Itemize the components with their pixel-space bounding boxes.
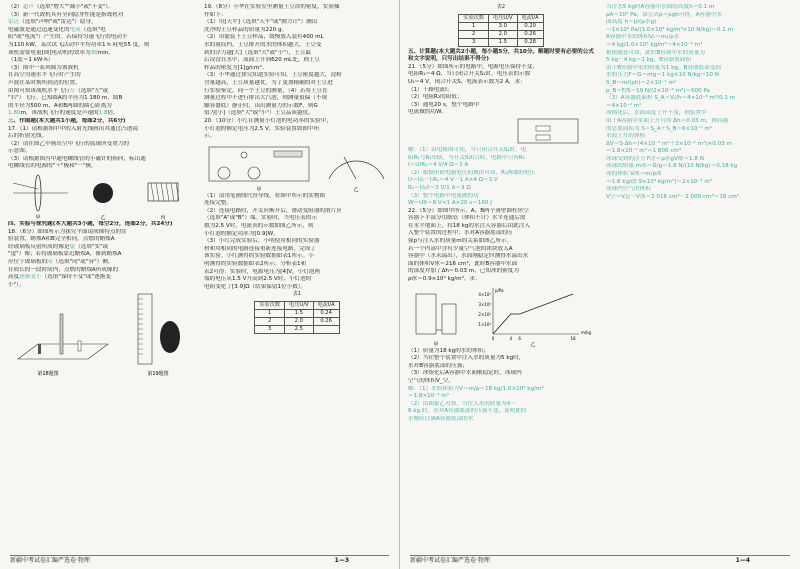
table-cell: 0.24 bbox=[313, 310, 339, 318]
text-line: （3）A容器底面积 S_A＝V₁/h＝4×10⁻³ m³/0.1 m bbox=[606, 95, 736, 102]
coil-turn bbox=[156, 183, 159, 201]
text-line: （2）根据串联电路电压的规律可知，R₂两端的电压 bbox=[408, 169, 536, 176]
rheostat bbox=[274, 151, 302, 157]
x-tick-label: 6 bbox=[518, 335, 521, 341]
text-line bbox=[8, 72, 194, 80]
text-line: U₁＝4 V，闭合开关S，电流表示数为2 A，求： bbox=[408, 78, 526, 85]
y-tick-label: 3×10³ bbox=[478, 301, 491, 307]
section-heading: 五、计算题(本大题共2小题，每小题5分，共10分。解题时要有必要的公式和文字说明，只写出结果不得分) bbox=[408, 48, 594, 63]
text-line: R₂＝U₂/I＝3 V/1 A＝3 Ω bbox=[408, 184, 471, 191]
text-line: （2）用能装下土豆样品，缓慢放入装有400 mL bbox=[204, 34, 324, 41]
ammeter bbox=[218, 167, 230, 179]
text: 18.（6分）如图所示为探究平面镜成像特点的实 bbox=[8, 228, 127, 235]
text-line: A容器中水的体积V₁＝m₁/ρ水 bbox=[606, 34, 680, 41]
text: 为110 kW，某次试飞活动中平均功率1 h 耗电55 度，则 bbox=[8, 41, 150, 48]
text-line: 解：（1）由电路图可知，当只闭合开关S₁时，电 bbox=[408, 146, 527, 153]
text-line: 电流做的功W。 bbox=[408, 109, 448, 116]
text-line bbox=[8, 34, 194, 42]
table-cell: 1.5 bbox=[285, 310, 313, 318]
text-line: 当注水5 kg时A容器中水面的高度h＝0.1 m bbox=[606, 4, 715, 10]
text: 在较长的一段时间内，点燃的蜡烛A所成像的 bbox=[8, 266, 119, 273]
text: （选填"实"或 bbox=[75, 243, 109, 250]
table-cell: 3 bbox=[459, 38, 489, 46]
caption-18: 第18题图 bbox=[37, 371, 59, 378]
figure-label: 乙 bbox=[353, 186, 359, 193]
table-header: 实验次数 bbox=[255, 302, 285, 310]
text: 高度 bbox=[8, 274, 20, 281]
text-line: 17.（1）请根据图甲中的入射光线画出其通过凸透镜 bbox=[8, 125, 138, 132]
text-line: 含量越高，土豆质量越优。为了更加精确的对土豆进 bbox=[204, 79, 333, 86]
x-tick-label: 4 bbox=[509, 335, 513, 341]
text: （3）图中一系列圆为该战机 bbox=[8, 64, 79, 71]
text-line: 水的压力F＝G＝mg＝1 kg×10 N/kg＝10 N bbox=[606, 72, 719, 79]
answer: 电流 bbox=[69, 26, 81, 33]
text-line: 小灯泡的额定功率为[0.9]W。 bbox=[204, 230, 279, 237]
text-line: 水面上升的体积 bbox=[606, 133, 646, 140]
text-line: 水对B容器底部的压强； bbox=[408, 362, 468, 369]
answer: 1.80 bbox=[8, 110, 21, 117]
text-line: U＝U₁－I·R₁＝4 V－1 A×4 Ω＝3 V bbox=[408, 177, 498, 184]
answer: 超声 bbox=[22, 4, 34, 10]
text: 声波在某时刻所到达的位置， bbox=[8, 79, 81, 86]
data-table bbox=[254, 301, 339, 334]
text-line bbox=[8, 65, 194, 73]
x-tick-label: 0 bbox=[491, 335, 495, 341]
text-line: ρ冰＝0.9×10³ kg/m³。求： bbox=[408, 276, 481, 283]
coil-turn bbox=[151, 183, 154, 201]
table-cell: 1 bbox=[255, 310, 285, 318]
glass-plate bbox=[60, 314, 63, 354]
table-cell: 3 bbox=[255, 326, 285, 334]
text-line bbox=[8, 88, 194, 96]
text-line: I＝U/R₁＝4 V/4 Ω＝1 A bbox=[408, 162, 469, 169]
answer: 虚 bbox=[69, 243, 76, 250]
text-line: ＝1×10³ Pa/(1.0×10³ kg/m³×10 N/kg)＝0.1 m bbox=[606, 26, 734, 33]
text-line: 容器中（水未溢出），水面刚稳定时测得水溢出水 bbox=[408, 253, 529, 260]
coil-turn bbox=[166, 183, 169, 201]
left-column-2 bbox=[204, 4, 390, 336]
text-line: ＝4×10⁻² m² bbox=[606, 102, 642, 109]
text: （3）新一代战机具有全向隐身性能是指战机对 bbox=[8, 11, 124, 18]
text-line: 5 kg－4 kg＝1 kg，B容器底面积 bbox=[606, 57, 691, 64]
text: 应位于玻璃板的 bbox=[8, 259, 48, 266]
text-line: 后的折射光线。 bbox=[8, 133, 48, 140]
figure-label: 乙 bbox=[530, 341, 536, 348]
text-line: （3）请根据图丙中通电螺线管的小磁针的指向，标出通 bbox=[8, 155, 146, 162]
text-line: 触容器底）静止时，读出测量力的示数F，则G bbox=[204, 102, 318, 109]
text-line: （1）用[天平]（选填"天平"或"测力计"）测出 bbox=[204, 19, 318, 26]
table-row bbox=[459, 38, 543, 46]
section-heading: 三、作图题(本大题共1小题，每图2分，共6分) bbox=[8, 117, 126, 124]
text-line: ΔV＝S·Δh＝(4×10⁻² m²＋2×10⁻² m²)×0.03 m bbox=[606, 140, 732, 147]
answer: 30 bbox=[90, 49, 98, 56]
text: 倍。 bbox=[107, 110, 119, 117]
text-line: 连接完整。 bbox=[204, 200, 232, 207]
text-line bbox=[8, 229, 194, 237]
voltmeter bbox=[248, 167, 260, 179]
text-line: 的总底面积为 S＝S_A＋S_B＝6×10⁻² m² bbox=[606, 125, 713, 132]
text-line bbox=[8, 244, 194, 252]
text-line: 到的浮力越[大]（选填"大"或"小"），土豆最 bbox=[204, 49, 311, 56]
basketball bbox=[93, 183, 113, 203]
text-line: pA＝10³ Pa，由公式p＝ρgh可得，A容器中水 bbox=[606, 11, 722, 18]
container-A bbox=[416, 294, 436, 334]
table-row bbox=[255, 310, 339, 318]
text-line: 测量过程中不进行排出大汽泡，则测量值偏（不规 bbox=[204, 95, 328, 102]
table-caption: 表2 bbox=[496, 4, 506, 10]
text-line: V空＝V总－V冰＝2 016 cm³－2 000 cm³＝16 cm³ bbox=[606, 193, 740, 200]
text-line: （3）整个电路中电流做的功 bbox=[408, 192, 479, 199]
text-line: 值为[小]（选填"大"或"小"）土豆品质越优。 bbox=[204, 110, 314, 117]
text: （选填"电 bbox=[80, 26, 106, 33]
answer: 左 bbox=[69, 87, 76, 94]
text-line bbox=[8, 110, 194, 118]
text: 验装置，蜡烛A和B完全相同。点燃的蜡烛A bbox=[8, 236, 115, 243]
text-line: （2）请在图乙中画出空中飞行的篮球所受重力的 bbox=[8, 140, 130, 147]
text-line: 示。 bbox=[204, 133, 216, 140]
candle-A bbox=[38, 344, 41, 354]
text-line: 冰球的质量 m冰＝G/g＝1.8 N/(10 N/kg)＝0.18 kg bbox=[606, 163, 738, 170]
text-line: S_B＝m/(ρh)＝2×10⁻² m² bbox=[606, 79, 677, 86]
pressure-line bbox=[493, 294, 573, 334]
text: 由图可知该战机水平飞行 bbox=[8, 87, 70, 94]
text-line: 行实验鉴定，同一个土豆的测量，（4）若将土豆在 bbox=[204, 87, 328, 94]
table-row bbox=[459, 30, 543, 38]
lamp bbox=[241, 152, 247, 158]
text-line: 表2可得：实验时，电源电压为[4]V，小灯泡两 bbox=[204, 268, 320, 275]
text-line: （1）干路电流I； bbox=[408, 86, 453, 93]
text-line bbox=[8, 274, 194, 282]
text-line: 若一个内部中含有少量空气泡的冰块放入A bbox=[408, 245, 513, 252]
text-line: （3）小红完成实验后，小明使用相同的实验器 bbox=[204, 238, 320, 245]
text-line: 19.（8分）小华在实验室里测量土豆块的密度，实验操 bbox=[204, 4, 340, 10]
incident-ray bbox=[13, 183, 38, 189]
coil-turn bbox=[161, 183, 164, 201]
ammeter-dial bbox=[329, 161, 384, 179]
section-heading: 四、实验与探究题(本大题共3小题，每空2分，连图2分，共24分) bbox=[8, 221, 173, 228]
table-header: 电压U/V bbox=[285, 302, 313, 310]
text-line: ＝4 kg/1.0×10³ kg/m³＝4×10⁻³ m³ bbox=[606, 41, 703, 48]
page-footer-left bbox=[10, 555, 389, 566]
coil-turn bbox=[171, 183, 174, 201]
footer-title: 新疆中考试卷汇编严选卷·物理 bbox=[410, 557, 490, 564]
text: 在高空匀速水平飞行时产生的 bbox=[8, 72, 81, 79]
text: min。 bbox=[97, 49, 114, 56]
text-line bbox=[8, 4, 194, 12]
text-line: （2）当往整个装置中注入水的质量为5 kg时， bbox=[408, 355, 525, 362]
resistor-R1 bbox=[536, 135, 550, 140]
text-line: 水的量筒内，土豆排开的水的体积越大，土豆受 bbox=[204, 41, 322, 48]
text: （选填"增大""减小"或"不变"）。 bbox=[33, 4, 114, 10]
text-line: 样品的密度为[1]g/cm³。 bbox=[204, 64, 268, 71]
page-number: 1—4 bbox=[735, 557, 750, 564]
text: "右"）飞行。已知圆A的半径为1 180 m，圆B bbox=[8, 95, 123, 102]
potato bbox=[160, 321, 180, 353]
data-table bbox=[458, 14, 543, 47]
table-row bbox=[255, 318, 339, 326]
text-line: 强p与注入水的质量m的关系如图乙所示。 bbox=[408, 238, 513, 245]
text: 电磁波是通过迅速变化的 bbox=[8, 26, 70, 33]
text-line bbox=[8, 282, 194, 290]
figure-22 bbox=[408, 284, 594, 348]
text: （选填"保持不变"或"逐渐变 bbox=[41, 274, 111, 281]
table-cell: 0.26 bbox=[313, 318, 339, 326]
text-line: 由于B容器中水的质量为1 kg，B容器底部受到 bbox=[606, 64, 721, 71]
text-line: 21.（5分）如图所示的电路中，电源电压保持不变， bbox=[408, 63, 538, 70]
table-caption: 表1 bbox=[292, 291, 302, 298]
text-line: （3）小华通过探究知道实验可知，土豆密度越大，淀粉 bbox=[204, 72, 342, 79]
text-line: 面高度 h＝p/(ρ水g) bbox=[606, 19, 657, 26]
text: （选填"同"或"异"）侧。 bbox=[52, 259, 114, 266]
y-tick-label: 1×10³ bbox=[478, 321, 491, 327]
text-line: W＝UIt＝8 V×1 A×20 s＝160 J bbox=[408, 200, 492, 207]
text-line bbox=[8, 251, 194, 259]
text-line: （2）连接电路时，开关应断开后，滑动变阻器的滑片应 bbox=[204, 207, 342, 214]
answer: 1.8 bbox=[98, 110, 108, 117]
text-line: ＝1.8×10⁻³ m³＝1 800 cm³ bbox=[606, 148, 682, 155]
x-axis-label: m/kg bbox=[581, 329, 592, 335]
figure-label: 乙 bbox=[100, 215, 106, 222]
table-cell: 3.0 bbox=[489, 22, 517, 30]
resistor-R2 bbox=[536, 126, 550, 131]
text-line: 明测得的实验数据如表2所示。分析表1和 bbox=[204, 261, 307, 268]
text-line: 电阻R₁＝4 Ω，当只闭合开关S₁时，电压表的示数 bbox=[408, 71, 531, 78]
text-line: （3）冰熔化后A容器中水面刚稳定时，冰球内 bbox=[408, 370, 522, 377]
text: 经玻璃板反射所成的像是 bbox=[8, 243, 70, 250]
figure-label: 甲 bbox=[256, 186, 262, 193]
text-line bbox=[8, 19, 194, 27]
text-line: 根据题意可知，此时B容器中水的质量为 bbox=[606, 49, 705, 56]
caption-19: 第19题图 bbox=[147, 371, 169, 378]
footer-title: 新疆中考试卷汇编严选卷·物理 bbox=[10, 557, 90, 564]
page-number: 1—3 bbox=[334, 557, 349, 564]
text-line: p_B＝F/S＝10 N/(2×10⁻² m²)＝500 Pa bbox=[606, 87, 710, 94]
text-line bbox=[8, 95, 194, 103]
text: （选填"左"或 bbox=[75, 87, 109, 94]
text-line: 面的体积V冰＝216 cm³，此时B容器中水面 bbox=[408, 260, 518, 267]
table-cell: 2 bbox=[255, 318, 285, 326]
text-line: 冰球受到的浮力 F浮＝ρ水gV排＝1.8 N bbox=[606, 155, 704, 162]
text: m，该战机飞行的速度是声速的 bbox=[20, 110, 99, 117]
table-cell: 0.28 bbox=[517, 38, 543, 46]
candle-B bbox=[78, 341, 81, 351]
text-line: 电阻变化了[3.9]Ω（结果保留1位小数）。 bbox=[204, 283, 307, 290]
text-line: 解：（1）水的体积为V＝m/ρ＝18 kg/1.0×10³ kg/m³ bbox=[408, 385, 544, 392]
text-line: 洗净的土豆样品的质量为220 g。 bbox=[204, 26, 288, 33]
text: （选填"声呐"或"雷达"）隐身。 bbox=[19, 19, 97, 26]
text: （2） bbox=[8, 4, 23, 10]
coil-turn bbox=[176, 183, 179, 201]
text-line bbox=[8, 259, 194, 267]
text-line: 空气的体积V_空。 bbox=[408, 378, 454, 384]
table-header: 电压U/V bbox=[489, 14, 517, 22]
text-line: 端的电压从1.5 V升高到2.5 V时，小灯泡的 bbox=[204, 276, 312, 283]
text-line: ＝1.8 kg/(0.9×10³ kg/m³)＝2×10⁻³ m³ bbox=[606, 178, 713, 185]
text-line: 冰的体积 V冰＝m/ρ冰 bbox=[606, 171, 662, 178]
text-line: 冰球内空气的体积 bbox=[606, 186, 651, 193]
y-tick-label: 4×10³ bbox=[478, 291, 491, 297]
y-axis-label: p/Pa bbox=[495, 287, 504, 293]
text: 的半径为500 m，A和B两圆的圆心距离为 bbox=[8, 102, 112, 109]
text-line bbox=[8, 236, 194, 244]
answer: 雷达 bbox=[8, 19, 20, 26]
left-column-1 bbox=[8, 4, 194, 379]
figure-label: 丙 bbox=[160, 215, 166, 222]
text-line: 冰熔化后，水面高度上升不变，则装置中 bbox=[606, 110, 707, 117]
figure-label: 甲 bbox=[433, 341, 439, 348]
page-footer-right bbox=[410, 555, 790, 566]
text-line: 22.（5分）如图甲所示，A、B两个薄壁圆柱形空 bbox=[408, 207, 529, 214]
text-line: 入整个装置的过程中，水对A容器底部的压 bbox=[408, 230, 513, 237]
text-line bbox=[8, 27, 194, 35]
text-line bbox=[8, 50, 194, 58]
text-line: 由于A容器中水面上升可得 Δh＝0.03 m，两容器 bbox=[606, 117, 729, 124]
text: 阻"或"电流"）产生的。若保持匀速飞行的电动平 bbox=[8, 34, 128, 41]
table-cell: 2 bbox=[459, 30, 489, 38]
text-line: 在水平地面上，将18 kg的水注入容器后由此注入 bbox=[408, 222, 530, 229]
table-cell: 1 bbox=[459, 22, 489, 30]
table-cell: 2.5 bbox=[285, 326, 313, 334]
table-cell bbox=[313, 326, 339, 334]
text-line: ＝1.8×10⁻² m³ bbox=[408, 393, 449, 400]
text-line bbox=[8, 103, 194, 111]
text-line: （选填"A"或"B"）端。实验时，当电压表的示 bbox=[204, 215, 318, 222]
text-line: 20.（10分）小红在测量小灯泡的电功率的实验中， bbox=[204, 117, 332, 124]
text-line: 后浸没在水中，液面上升到620 mL处，则土豆 bbox=[204, 57, 321, 64]
right-column-2 bbox=[606, 4, 792, 201]
text-line: 材和用相同的电路连接重新连接电路，完成了 bbox=[204, 245, 316, 252]
figure-label: 甲 bbox=[35, 215, 41, 222]
text-line: 小灯泡的额定电压为2.5 V，实验装置如图甲所 bbox=[204, 125, 320, 132]
text-line: 作如下： bbox=[204, 11, 227, 18]
text-line: （2）电阻R₂的阻值； bbox=[408, 94, 463, 101]
text-line bbox=[8, 57, 194, 65]
right-column-1 bbox=[408, 4, 594, 424]
text-line: 容器下半部分用细管（体积不计）水平连通后放 bbox=[408, 215, 526, 222]
text-line: 电螺线管的电源的"＋"极和"－"极。 bbox=[8, 163, 97, 170]
text-line: 该实验。小红测得的实验数据如表1所示。小 bbox=[204, 253, 314, 260]
table-cell: 2.0 bbox=[285, 318, 313, 326]
table-row bbox=[459, 22, 543, 30]
table-row bbox=[255, 326, 339, 334]
text-line bbox=[8, 42, 194, 50]
text-line bbox=[8, 80, 194, 88]
text-line bbox=[8, 267, 194, 275]
figures-18-19 bbox=[8, 289, 194, 379]
table-header: 电流I/A bbox=[313, 302, 339, 310]
text: 该机需要电量[图]电动机的效率为 bbox=[8, 49, 91, 56]
text-line: 示意图。 bbox=[8, 148, 31, 155]
table-header: 实验次数 bbox=[459, 14, 489, 22]
text-line: （2）由图象乙可知，当往入水的质量为4～ bbox=[408, 400, 516, 407]
container-B bbox=[442, 304, 456, 334]
text-line: （1）质量为18 kg的水的体积； bbox=[408, 347, 489, 354]
text-line: （1）请用笔画线代替导线，将图甲所示的实物图 bbox=[204, 192, 326, 199]
answer: 逐渐变小 bbox=[19, 274, 42, 281]
text-line: （3）通电20 s，整个电路中 bbox=[408, 101, 480, 108]
text: "虚"）像；若将玻璃板靠近蜡烛A，像到蜡烛A bbox=[8, 251, 122, 258]
text: 小"）。 bbox=[8, 281, 25, 288]
answer: 同 bbox=[47, 259, 53, 266]
figure-20 bbox=[204, 141, 390, 193]
text-line: 水刚好注满A容器底部的水 bbox=[408, 415, 474, 422]
table-cell: 2.0 bbox=[489, 30, 517, 38]
x-tick-label: 18 bbox=[570, 335, 576, 341]
y-tick-label: 2×10³ bbox=[478, 311, 491, 317]
text-line: 阻R₁与R₂串联，当开关S闭合时，电路中只有R₁ bbox=[408, 154, 526, 161]
table-cell: 0.26 bbox=[517, 30, 543, 38]
page-right bbox=[400, 0, 800, 569]
figure-17 bbox=[8, 171, 194, 221]
figure-21 bbox=[408, 117, 594, 147]
text: （1度＝1 kW·h） bbox=[8, 57, 54, 64]
table-cell: 0.20 bbox=[517, 22, 543, 30]
text-line: 6 kg 时，水对A容器底部的压强不变，说明此时 bbox=[408, 408, 527, 415]
text-line: 的深度对加了Δh＝0.03 m，已知冰的密度为 bbox=[408, 268, 519, 275]
table-header: 电流I/A bbox=[517, 14, 543, 22]
ammeter-needle bbox=[344, 157, 356, 179]
table-cell: 1.5 bbox=[489, 38, 517, 46]
text-line: 数为2.5 V时，电流表的示数如图乙所示，则 bbox=[204, 223, 314, 230]
text-line bbox=[8, 12, 194, 20]
